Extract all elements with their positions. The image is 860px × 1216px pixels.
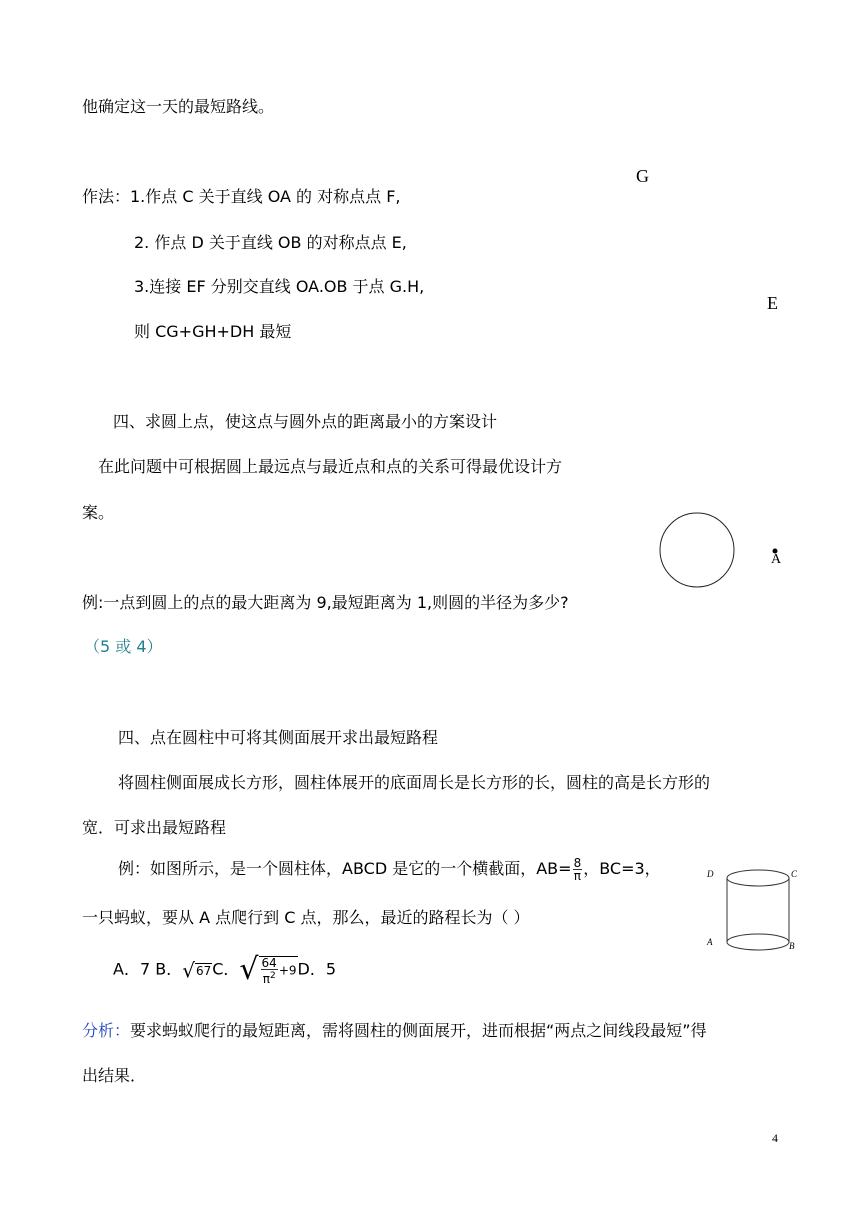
section-heading: 四、点在圆柱中可将其侧面展开求出最短路程 <box>118 728 439 747</box>
text-line: 2. 作点 D 关于直线 OB 的对称点点 E, <box>134 233 407 252</box>
analysis-line <box>82 1021 707 1041</box>
sqrt-67 <box>182 955 212 986</box>
figure-label-g: G <box>636 166 649 186</box>
fraction-numerator: 64 <box>261 955 277 970</box>
cylinder-label-c: C <box>791 869 798 879</box>
fraction-64-over-pi2 <box>261 957 278 985</box>
answer-text: （5 或 4） <box>84 637 163 656</box>
example-text: 例：如图所示，是一个圆柱体，ABCD 是它的一个横截面，AB= <box>118 859 572 878</box>
analysis-label: 分析： <box>82 1021 131 1040</box>
text-line: 案。 <box>82 503 115 522</box>
option-text: D．5 <box>297 959 337 979</box>
fraction-denominator: π <box>573 869 581 883</box>
radicand: 67 <box>195 963 212 978</box>
cylinder-bottom-front <box>727 942 789 950</box>
option-text: C． <box>212 959 240 979</box>
sqrt-expression <box>239 952 297 988</box>
figure-label-e: E <box>767 293 778 313</box>
exponent: 2 <box>269 970 276 981</box>
page-number: 4 <box>772 1131 778 1145</box>
cylinder-figure <box>718 862 798 954</box>
fraction-numerator: 8 <box>573 856 582 870</box>
plus-nine: +9 <box>278 963 297 977</box>
text-line: 宽．可求出最短路程 <box>82 818 227 837</box>
text-line: 作法：1.作点 C 关于直线 OA 的 对称点点 F, <box>82 187 401 206</box>
text-line: 3.连接 EF 分别交直线 OA.OB 于点 G.H, <box>134 277 425 296</box>
example-text: ，BC=3， <box>583 859 661 878</box>
example-line <box>118 856 661 882</box>
cylinder-top <box>727 870 789 886</box>
cylinder-label-b: B <box>789 941 795 951</box>
fraction-8-over-pi <box>573 857 583 882</box>
fraction-denominator: $\pi^2$ <box>262 970 276 986</box>
section-heading: 四、求圆上点，使这点与圆外点的距离最小的方案设计 <box>113 412 498 431</box>
analysis-text: 要求蚂蚁爬行的最短距离，需将圆柱的侧面展开，进而根据“两点之间线段最短”得 <box>130 1021 707 1040</box>
example-line: 例:一点到圆上的点的最大距离为 9,最短距离为 1,则圆的半径为多少? <box>82 593 569 612</box>
circle-shape <box>660 513 734 587</box>
radical-sign: √ <box>182 958 195 983</box>
text-line: 则 CG+GH+DH 最短 <box>134 322 292 341</box>
radicand <box>259 956 298 985</box>
text-line: 一只蚂蚁，要从 A 点爬行到 C 点，那么，最近的路程长为（ ） <box>82 908 530 927</box>
text-line: 他确定这一天的最短路线。 <box>82 97 275 116</box>
text-line: 出结果． <box>82 1066 147 1085</box>
cylinder-label-d: D <box>707 869 714 879</box>
figure-label-a: A <box>771 552 782 567</box>
cylinder-label-a: A <box>707 937 713 947</box>
cylinder-bottom-back <box>727 934 789 942</box>
radical-sign: √ <box>239 952 259 987</box>
text-line: 在此问题中可根据圆上最远点与最近点和点的关系可得最优设计方 <box>98 457 563 476</box>
option-text: A．7 B． <box>113 959 183 979</box>
text-line: 将圆柱侧面展成长方形，圆柱体展开的底面周长是长方形的长，圆柱的高是长方形的 <box>118 773 711 792</box>
answer-options <box>113 952 336 988</box>
